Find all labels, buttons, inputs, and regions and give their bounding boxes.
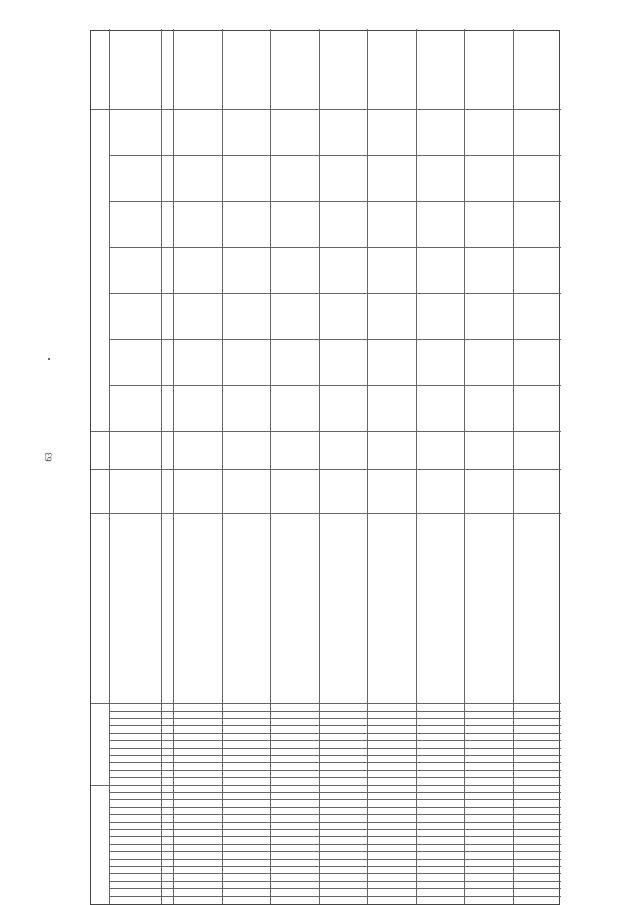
code-group-split [91, 785, 109, 786]
header-rule [161, 29, 162, 904]
row-rule [319, 29, 320, 904]
year-col-rule [109, 293, 561, 294]
code-col-rule [109, 718, 561, 719]
year-col-rule [109, 385, 561, 386]
col-rule [91, 513, 561, 514]
row-name [321, 517, 366, 701]
row-name [224, 517, 269, 701]
code-col-rule [109, 755, 561, 756]
row-rule [464, 29, 465, 904]
code-col-rule [109, 785, 561, 786]
code-col-rule [109, 733, 561, 734]
header-rule [109, 29, 110, 904]
page-number: 63 [43, 452, 54, 462]
code-col-rule [109, 896, 561, 897]
row-rule [513, 29, 514, 904]
row-name [272, 517, 317, 701]
code-col-rule [109, 866, 561, 867]
code-col-rule [109, 711, 561, 712]
row-rule [270, 29, 271, 904]
year-col-rule [91, 431, 561, 432]
row-name [418, 517, 463, 701]
code-col-rule [109, 888, 561, 889]
code-col-rule [109, 762, 561, 763]
year-col-rule [109, 247, 561, 248]
code-col-rule [109, 859, 561, 860]
code-col-rule [109, 844, 561, 845]
code-col-rule [109, 836, 561, 837]
code-col-rule [109, 725, 561, 726]
year-col-rule [91, 109, 561, 110]
year-col-rule [109, 201, 561, 202]
code-col-rule [109, 822, 561, 823]
code-col-rule [109, 814, 561, 815]
year-col-rule [109, 339, 561, 340]
code-col-rule [109, 881, 561, 882]
code-col-rule [109, 829, 561, 830]
data-table [90, 30, 560, 905]
code-col-rule [109, 799, 561, 800]
code-col-rule [91, 703, 561, 704]
col-rule [91, 469, 561, 470]
header-name-column [95, 518, 157, 700]
code-col-rule [109, 873, 561, 874]
row-rule [416, 29, 417, 904]
row-rule [222, 29, 223, 904]
row-rule [367, 29, 368, 904]
header-rule [173, 29, 174, 904]
code-col-rule [109, 770, 561, 771]
row-name [175, 517, 220, 701]
row-name [466, 517, 511, 701]
row-name [369, 517, 414, 701]
code-col-rule [109, 792, 561, 793]
year-col-rule [109, 155, 561, 156]
code-col-rule [109, 740, 561, 741]
row-name [515, 517, 560, 701]
code-col-rule [109, 851, 561, 852]
scan-dot [48, 358, 50, 360]
code-col-rule [109, 807, 561, 808]
code-col-rule [109, 748, 561, 749]
rotated-table-sheet [90, 30, 560, 905]
code-col-rule [109, 777, 561, 778]
